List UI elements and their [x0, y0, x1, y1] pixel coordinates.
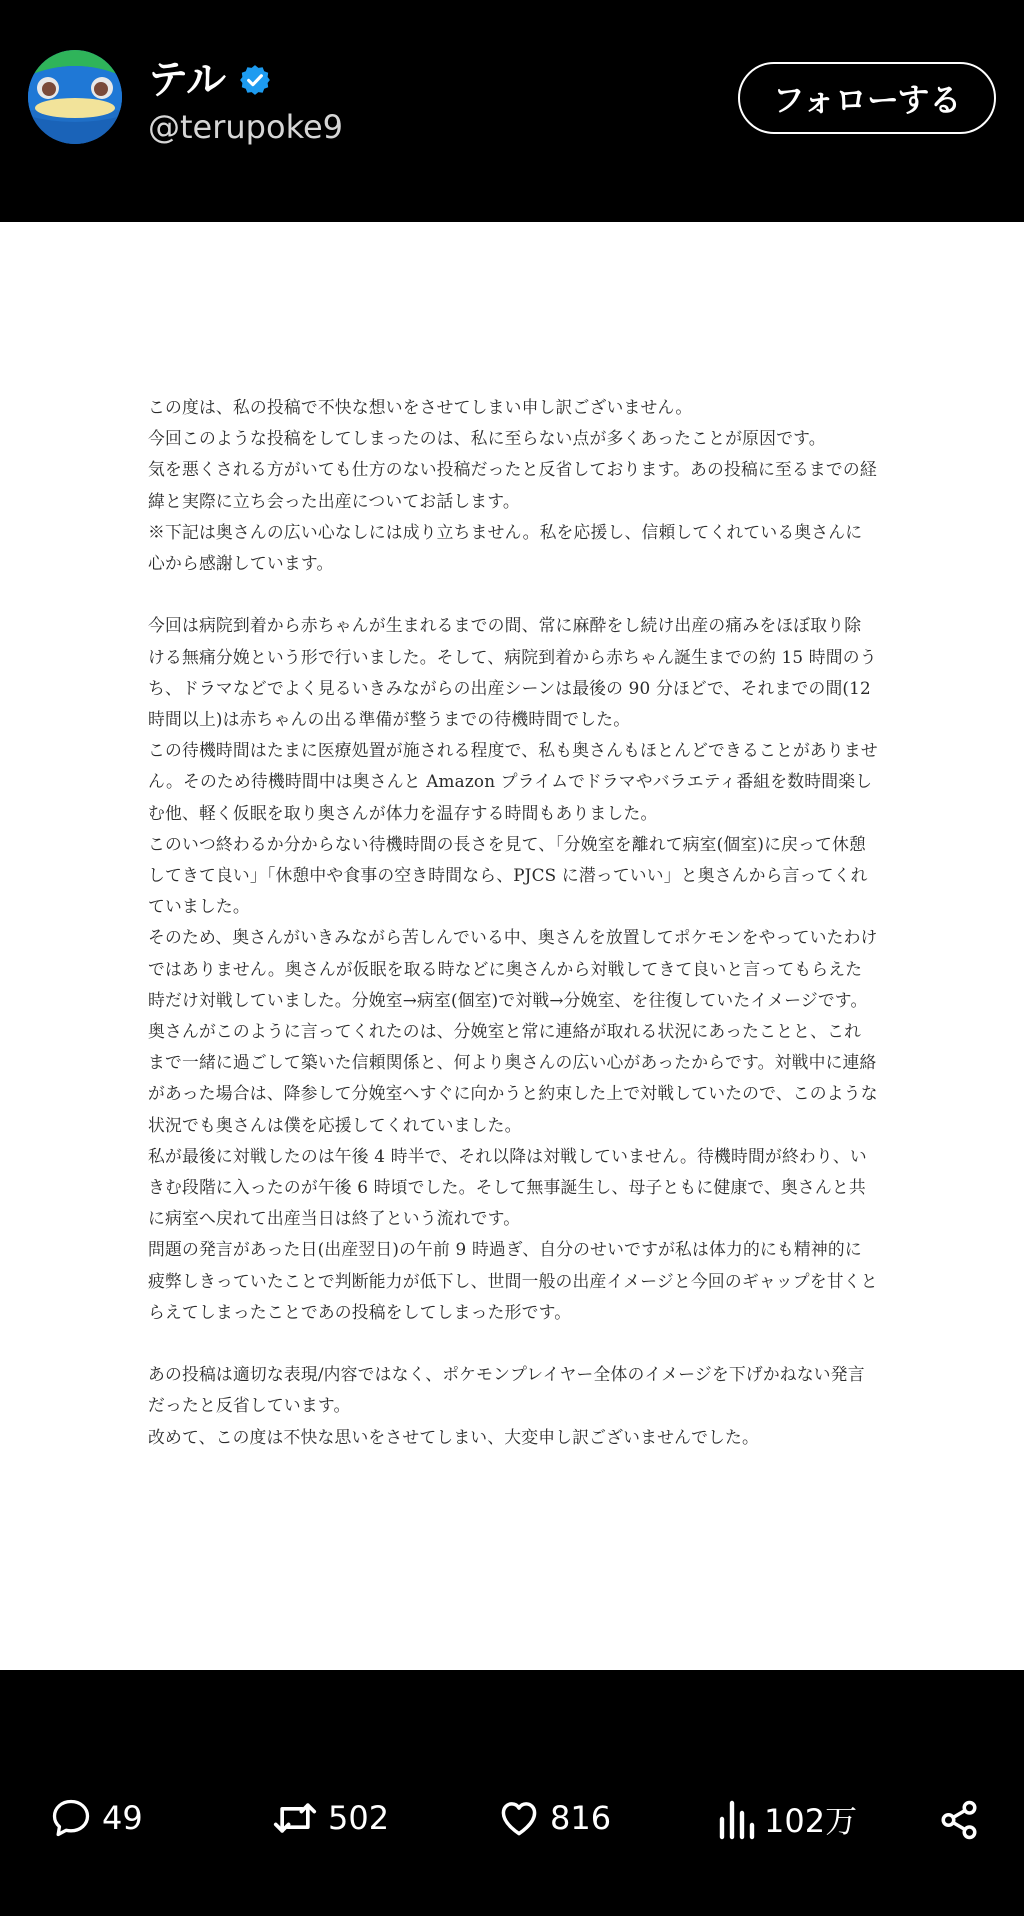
views-count: 102万 [764, 1802, 858, 1840]
statement-paragraph: この待機時間はたまに医療処置が施される程度で、私も奥さんもほとんどできることがありません。そのため待機時間中は奥さんと Amazon プライムでドラマやバラエティ番組を数時間楽しむ他、軽く仮眠を取り奥さんが体力を温存する時間もありました。 [148, 740, 878, 823]
reply-count: 49 [102, 1799, 143, 1837]
paragraph-spacer [148, 579, 878, 610]
reply-icon [48, 1796, 94, 1840]
statement-paragraph: このいつ終わるか分からない待機時間の長さを見て、「分娩室を離れて病室(個室)に戻って休憩してきて良い」「休憩中や食事の空き時間なら、PJCS に潜っていい」と奥さんから言ってくれていました。 [148, 833, 868, 917]
statement-paragraph: そのため、奥さんがいきみながら苦しんでいる中、奥さんを放置してポケモンをやっていたわけではありません。奥さんが仮眠を取る時などに奥さんから対戦してきて良いと言ってもらえた時だけ対戦していました。分娩室→病室(個室)で対戦→分娩室、を往復していたイメージです。 [148, 927, 878, 1010]
post-header [0, 0, 1024, 222]
avatar[interactable] [28, 50, 122, 144]
statement-paragraph: 問題の発言があった日(出産翌日)の午前 9 時過ぎ、自分のせいですが私は体力的にも精神的に疲弊しきっていたことで判断能力が低下し、世間一般の出産イメージと今回のギャップを甘くとらえてしまったことであの投稿をしてしまった形です。 [148, 1239, 878, 1322]
name-row [148, 52, 272, 108]
views-chart-icon [716, 1797, 756, 1841]
avatar-image [28, 50, 122, 144]
views-button[interactable] [716, 1796, 857, 1842]
statement-image [0, 222, 1024, 1670]
paragraph-spacer [148, 1328, 878, 1359]
display-name[interactable]: テル [148, 57, 226, 103]
statement-paragraph: ※下記は奥さんの広い心なしには成り立ちません。私を応援し、信頼してくれている奥さんに心から感謝しています。 [148, 521, 863, 574]
statement-paragraph: 奥さんがこのように言ってくれたのは、分娩室と常に連絡が取れる状況にあったことと、これまで一緒に過ごして築いた信頼関係と、何より奥さんの広い心があったからです。対戦中に連絡があった場合は、降参して分娩室へすぐに向かうと約束した上で対戦していたので、このような状況でも奥さんは僕を応援してくれていました。 [148, 1021, 878, 1135]
statement-paragraph: あの投稿は適切な表現/内容ではなく、ポケモンプレイヤー全体のイメージを下げかねない発言だったと反省しています。 [148, 1364, 865, 1416]
user-handle[interactable]: @terupoke9 [148, 108, 343, 146]
share-icon [938, 1799, 980, 1841]
statement-paragraph: この度は、私の投稿で不快な想いをさせてしまい申し訳ございません。 [148, 397, 693, 417]
like-button[interactable] [496, 1796, 611, 1840]
heart-icon [496, 1796, 542, 1840]
share-button[interactable] [938, 1799, 980, 1845]
verified-badge-icon [238, 63, 272, 97]
like-count: 816 [550, 1799, 612, 1837]
reply-button[interactable] [48, 1796, 143, 1840]
statement-paragraph: 改めて、この度は不快な思いをさせてしまい、大変申し訳ございませんでした。 [148, 1426, 759, 1447]
repost-button[interactable] [270, 1796, 389, 1840]
action-bar [0, 1670, 1024, 1916]
repost-count: 502 [328, 1799, 390, 1837]
statement-paragraph: 今回このような投稿をしてしまったのは、私に至らない点が多くあったことが原因です。 [148, 428, 826, 449]
statement-text [148, 392, 878, 1453]
repost-icon [270, 1796, 320, 1840]
follow-button[interactable]: フォローする [738, 62, 996, 134]
statement-paragraph: 気を悪くされる方がいても仕方のない投稿だったと反省しております。あの投稿に至るまでの経緯と実際に立ち会った出産についてお話します。 [148, 459, 877, 511]
statement-paragraph: 私が最後に対戦したのは午後 4 時半で、それ以降は対戦していません。待機時間が終わり、いきむ段階に入ったのが午後 6 時頃でした。そして無事誕生し、母子ともに健康で、奥さんと共に病室へ戻れて出産当日は終了という流れです。 [148, 1145, 867, 1229]
statement-paragraph: 今回は病院到着から赤ちゃんが生まれるまでの間、常に麻酔をし続け出産の痛みをほぼ取り除ける無痛分娩という形で行いました。そして、病院到着から赤ちゃん誕生までの約 15 時間のうち、ドラマなどでよく見るいきみながらの出産シーンは最後の 90 分ほどで、それまでの間(12 時間以上)は赤ちゃんの出る準備が整うまでの待機時間でした。 [148, 615, 877, 730]
